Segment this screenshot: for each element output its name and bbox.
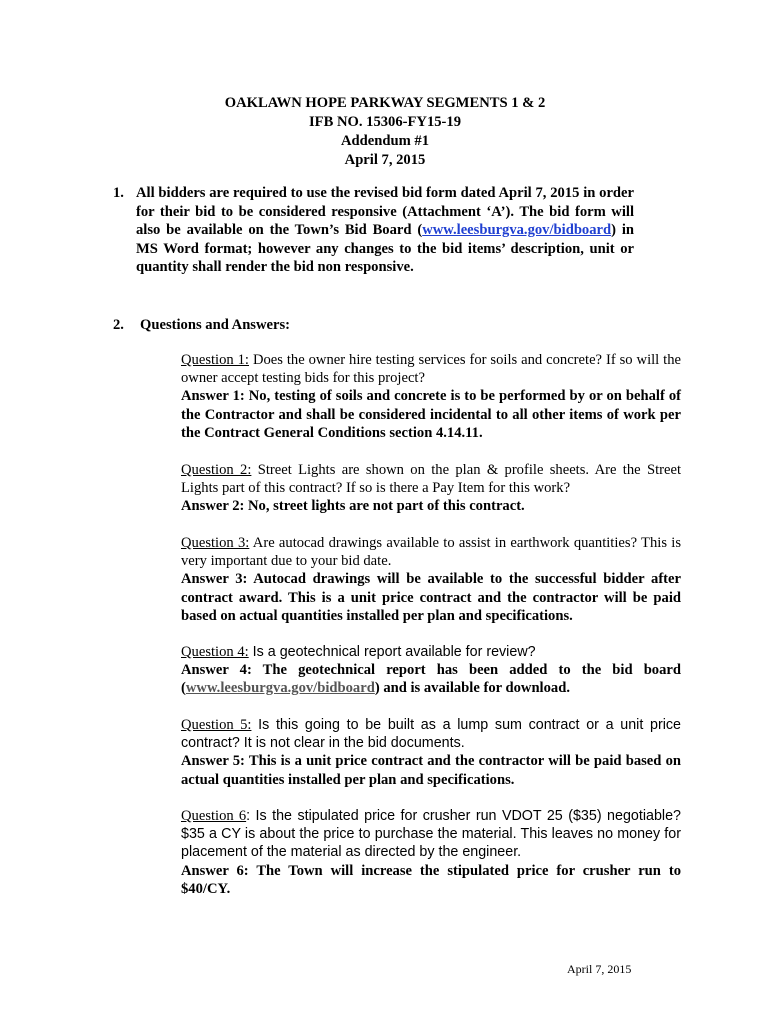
question-1 (181, 352, 681, 386)
item-1-number: 1. (113, 185, 124, 201)
answer-5: Answer 5: This is a unit price contract and the contractor will be paid based on actual quantities installed per plan and specifications. (181, 753, 681, 788)
question-text: Street Lights are shown on the plan & profile sheets. Are the Street Lights part of this contract? If so is there a Pay Item for this work? (181, 462, 681, 497)
answer-6: Answer 6: The Town will increase the stipulated price for crusher run to $40/CY. (181, 862, 681, 897)
qa-block-5 (181, 716, 681, 789)
footer-date: April 7, 2015 (567, 962, 632, 976)
addendum-number: Addendum #1 (341, 133, 429, 149)
answer-4 (181, 662, 681, 696)
question-label: Question 4: (181, 644, 249, 660)
question-text: Is this going to be built as a lump sum contract or a unit price contract? It is not clear in the bid documents. (181, 717, 682, 752)
item-1-text (136, 184, 634, 277)
qa-block-1 (181, 351, 681, 442)
item-2-heading: Questions and Answers: (140, 317, 291, 333)
qa-block-4 (181, 643, 681, 698)
question-3 (181, 535, 681, 569)
bidboard-link[interactable]: www.leesburgva.gov/bidboard (422, 222, 612, 239)
question-text: : Is the stipulated price for crusher run VDOT 25 ($35) negotiable? $35 a CY is about the price to purchase the material. This leaves no money for placement of the material as directed by the engineer. (181, 808, 681, 861)
qa-block-2 (181, 461, 681, 516)
question-2 (181, 462, 681, 496)
ifb-number: IFB NO. 15306-FY15-19 (308, 114, 461, 130)
answer-2: Answer 2: No, street lights are not part of this contract. (181, 498, 525, 515)
question-text: Does the owner hire testing services for soils and concrete? If so will the owner accept testing bids for this project? (181, 352, 682, 387)
question-text: Is a geotechnical report available for review? (248, 644, 536, 660)
question-6 (181, 808, 681, 860)
question-label: Question 5: (181, 717, 252, 733)
question-label: Question 3: (181, 535, 250, 551)
question-5 (181, 717, 681, 751)
question-4 (181, 644, 536, 660)
item-1-text-start: All bidders are required to use the revised bid form dated April 7, 2015 in order for their bid to be considered responsive (Attachment ‘A’). The bid form will also be available on the Town’s Bid Board ( (136, 185, 634, 239)
answer-4-start: Answer 4: The geotechnical report has been added to the bid board ( (181, 662, 681, 697)
qa-block-3 (181, 534, 681, 625)
bidboard-link-2[interactable]: www.leesburgva.gov/bidboard (185, 680, 375, 697)
qa-block-6 (181, 807, 681, 898)
question-label: Question 2: (181, 462, 252, 478)
item-1-text-end: ) in MS Word format; however any changes to the bid items’ description, unit or quantity shall render the bid non responsive. (136, 222, 634, 276)
question-label: Question 1: (181, 352, 249, 368)
answer-3: Answer 3: Autocad drawings will be available to the successful bidder after contract award. This is a unit price contract and the contractor will be paid based on actual quantities installed per plan and specifications. (181, 571, 681, 624)
header-date: April 7, 2015 (344, 152, 426, 168)
answer-1: Answer 1: No, testing of soils and concrete is to be performed by or on behalf of the Contractor and shall be considered incidental to all other items of work per the Contract General Conditions section 4.14.11. (181, 388, 681, 441)
answer-4-end: ) and is available for download. (374, 680, 570, 697)
item-2-number: 2. (113, 317, 124, 333)
question-label: Question 6 (181, 808, 247, 824)
document-title: OAKLAWN HOPE PARKWAY SEGMENTS 1 & 2 (224, 95, 546, 111)
question-text: Are autocad drawings available to assist in earthwork quantities? This is very important due to your bid date. (181, 535, 682, 570)
